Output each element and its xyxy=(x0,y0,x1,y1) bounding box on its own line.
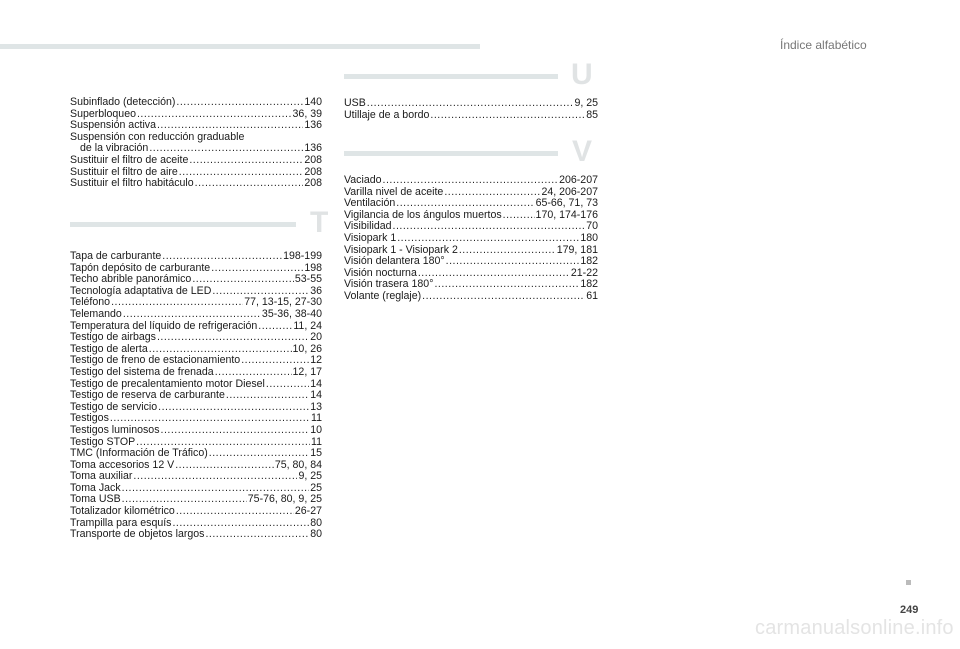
index-term: Volante (reglaje) xyxy=(344,289,422,302)
index-pages: 14 xyxy=(310,389,322,402)
leader-dots xyxy=(430,110,585,122)
leader-dots xyxy=(205,529,309,541)
index-term: Testigo del sistema de frenada xyxy=(70,365,214,378)
corner-marker xyxy=(906,580,911,585)
index-entry xyxy=(70,332,322,344)
section-v-letter: V xyxy=(572,135,593,168)
index-pages: 36 xyxy=(310,284,322,297)
index-term: Trampilla para esquís xyxy=(70,516,172,529)
index-term: Sustituir el filtro de aceite xyxy=(70,153,189,166)
index-pages: 11 xyxy=(311,412,322,425)
leader-dots xyxy=(209,448,309,460)
index-pages: 182 xyxy=(580,255,598,268)
index-pages: 182 xyxy=(580,278,598,291)
index-term: Visión trasera 180° xyxy=(344,278,434,291)
index-term: Sustituir el filtro de aire xyxy=(70,165,178,178)
index-entry xyxy=(70,425,322,437)
index-pages: 24, 206-207 xyxy=(541,185,598,198)
index-pages: 198-199 xyxy=(283,250,322,262)
index-term: Sustituir el filtro habitáculo xyxy=(70,177,194,190)
index-pages: 20 xyxy=(310,331,322,344)
index-term: Visibilidad xyxy=(344,220,392,233)
section-t-letter: T xyxy=(310,206,329,239)
leader-dots xyxy=(446,256,580,268)
index-pages: 80 xyxy=(310,516,322,529)
leader-dots xyxy=(176,97,303,109)
index-term: Transporte de objetos largos xyxy=(70,528,205,541)
index-pages: 85 xyxy=(586,108,598,121)
index-term: Testigo de servicio xyxy=(70,400,158,413)
index-term: Testigo de freno de estacionamiento xyxy=(70,354,241,367)
leader-dots xyxy=(383,175,559,187)
index-pages: 13 xyxy=(310,400,322,413)
page-number: 249 xyxy=(900,604,919,616)
section-t-bar xyxy=(70,222,296,227)
index-pages: 14 xyxy=(310,377,322,390)
index-term: Visiopark 1 - Visiopark 2 xyxy=(344,243,458,256)
leader-dots xyxy=(189,155,303,167)
leader-dots xyxy=(133,471,297,483)
index-term: de la vibración xyxy=(80,142,149,155)
index-term: Testigo de reserva de carburante xyxy=(70,389,225,402)
leader-dots xyxy=(211,263,303,275)
leader-dots xyxy=(175,460,274,472)
index-term: Toma auxiliar xyxy=(70,470,133,483)
index-term: Vigilancia de los ángulos muertos xyxy=(344,208,502,221)
index-entry xyxy=(344,233,598,245)
watermark: carmanualsonline.info xyxy=(755,617,954,639)
section-u-letter: U xyxy=(571,58,593,91)
index-entry xyxy=(344,256,598,268)
index-pages: 21-22 xyxy=(570,266,598,279)
section-t-header xyxy=(70,206,332,244)
index-pages: 25 xyxy=(310,481,322,494)
leader-dots xyxy=(176,506,294,518)
index-pages: 11, 24 xyxy=(293,319,322,332)
index-entry xyxy=(70,367,322,379)
index-entry xyxy=(70,390,322,402)
index-pages: 12 xyxy=(310,354,322,367)
index-pages: 10 xyxy=(310,423,322,436)
index-term: Toma Jack xyxy=(70,481,121,494)
index-term: Testigos xyxy=(70,412,109,425)
index-pages: 11 xyxy=(311,435,322,448)
index-term: USB xyxy=(344,97,366,109)
index-pages: 179, 181 xyxy=(556,243,598,256)
index-term: TMC (Información de Tráfico) xyxy=(70,447,208,460)
index-pages: 140 xyxy=(304,96,322,108)
index-term: Tecnología adaptativa de LED xyxy=(70,284,212,297)
index-list-s xyxy=(70,97,322,190)
leader-dots xyxy=(195,178,304,190)
leader-dots xyxy=(459,245,556,257)
leader-dots xyxy=(367,98,574,110)
index-pages: 53-55 xyxy=(294,273,322,286)
index-term: Techo abrible panorámico xyxy=(70,273,192,286)
index-term: Subinflado (detección) xyxy=(70,96,176,108)
page-title: Índice alfabético xyxy=(780,38,867,52)
index-term: Testigo de precalentamiento motor Diesel xyxy=(70,377,265,390)
index-term: Suspensión activa xyxy=(70,119,156,132)
index-pages: 208 xyxy=(304,177,322,190)
index-term: Superbloqueo xyxy=(70,107,136,120)
index-term: Telemando xyxy=(70,307,122,320)
leader-dots xyxy=(434,279,579,291)
leader-dots xyxy=(179,167,304,179)
index-term: Toma accesorios 12 V xyxy=(70,458,175,471)
section-v-header xyxy=(344,135,606,173)
index-pages: 136 xyxy=(304,119,322,132)
index-term: Tapa de carburante xyxy=(70,250,162,262)
index-pages: 75, 80, 84 xyxy=(274,458,322,471)
leader-dots xyxy=(161,425,310,437)
index-pages: 26-27 xyxy=(294,505,322,518)
index-pages: 61 xyxy=(586,289,598,302)
index-pages: 170, 174-176 xyxy=(535,208,598,221)
index-term: Visión delantera 180° xyxy=(344,255,445,268)
leader-dots xyxy=(158,402,309,414)
index-pages: 15 xyxy=(310,447,322,460)
index-entry xyxy=(70,529,322,541)
index-list-t xyxy=(70,251,322,541)
leader-dots xyxy=(157,332,309,344)
index-term: Testigos luminosos xyxy=(70,423,160,436)
index-entry xyxy=(70,448,322,460)
leader-dots xyxy=(444,187,540,199)
leader-dots xyxy=(226,390,309,402)
index-term: Testigo de airbags xyxy=(70,331,156,344)
index-term: Testigo de alerta xyxy=(70,342,148,355)
index-pages: 35-36, 38-40 xyxy=(261,307,322,320)
leader-dots xyxy=(503,210,535,222)
index-pages: 9, 25 xyxy=(574,97,598,109)
section-u-header xyxy=(344,58,606,96)
index-term: Temperatura del líquido de refrigeración xyxy=(70,319,258,332)
index-term: Totalizador kilométrico xyxy=(70,505,175,518)
index-list-u xyxy=(344,98,598,121)
leader-dots xyxy=(422,291,585,303)
index-term: Ventilación xyxy=(344,197,396,210)
index-entry xyxy=(344,98,598,110)
index-pages: 75-76, 80, 9, 25 xyxy=(247,493,322,506)
section-v-bar xyxy=(344,151,558,156)
index-pages: 65-66, 71, 73 xyxy=(535,197,598,210)
index-pages: 10, 26 xyxy=(292,342,322,355)
index-term: Testigo STOP xyxy=(70,435,136,448)
leader-dots xyxy=(393,221,586,233)
leader-dots xyxy=(418,268,570,280)
leader-dots xyxy=(397,233,579,245)
index-pages: 208 xyxy=(304,153,322,166)
index-pages: 180 xyxy=(580,231,598,244)
leader-dots xyxy=(123,309,261,321)
index-entry xyxy=(70,97,322,109)
index-pages: 206-207 xyxy=(559,174,598,186)
index-entry xyxy=(344,291,598,303)
leader-dots xyxy=(215,367,292,379)
header-bar xyxy=(0,44,480,49)
index-pages: 198 xyxy=(304,261,322,274)
index-term: Vaciado xyxy=(344,174,382,186)
index-entry xyxy=(70,251,322,263)
index-entry xyxy=(70,309,322,321)
index-entry xyxy=(70,506,322,518)
index-list-v xyxy=(344,175,598,303)
index-entry xyxy=(344,110,598,122)
index-pages: 77, 13-15, 27-30 xyxy=(244,296,322,309)
index-term: Varilla nivel de aceite xyxy=(344,185,444,198)
index-term: Utillaje de a bordo xyxy=(344,108,430,121)
index-pages: 9, 25 xyxy=(298,470,322,483)
leader-dots xyxy=(137,109,292,121)
index-term: Teléfono xyxy=(70,296,111,309)
section-u-bar xyxy=(344,74,558,79)
index-pages: 70 xyxy=(586,220,598,233)
index-pages: 136 xyxy=(304,142,322,155)
index-term: Visiopark 1 xyxy=(344,231,397,244)
index-pages: 12, 17 xyxy=(292,365,322,378)
index-term: Visión nocturna xyxy=(344,266,417,279)
leader-dots xyxy=(111,297,243,309)
leader-dots xyxy=(266,379,309,391)
index-pages: 208 xyxy=(304,165,322,178)
leader-dots xyxy=(258,321,292,333)
index-term: Suspensión con reducción graduable xyxy=(70,130,245,143)
leader-dots xyxy=(162,251,282,263)
index-pages: 36, 39 xyxy=(292,107,322,120)
index-entry xyxy=(70,178,322,190)
index-term: Toma USB xyxy=(70,493,121,506)
index-entry xyxy=(70,155,322,167)
index-pages: 80 xyxy=(310,528,322,541)
index-term: Tapón depósito de carburante xyxy=(70,261,211,274)
index-entry xyxy=(344,175,598,187)
